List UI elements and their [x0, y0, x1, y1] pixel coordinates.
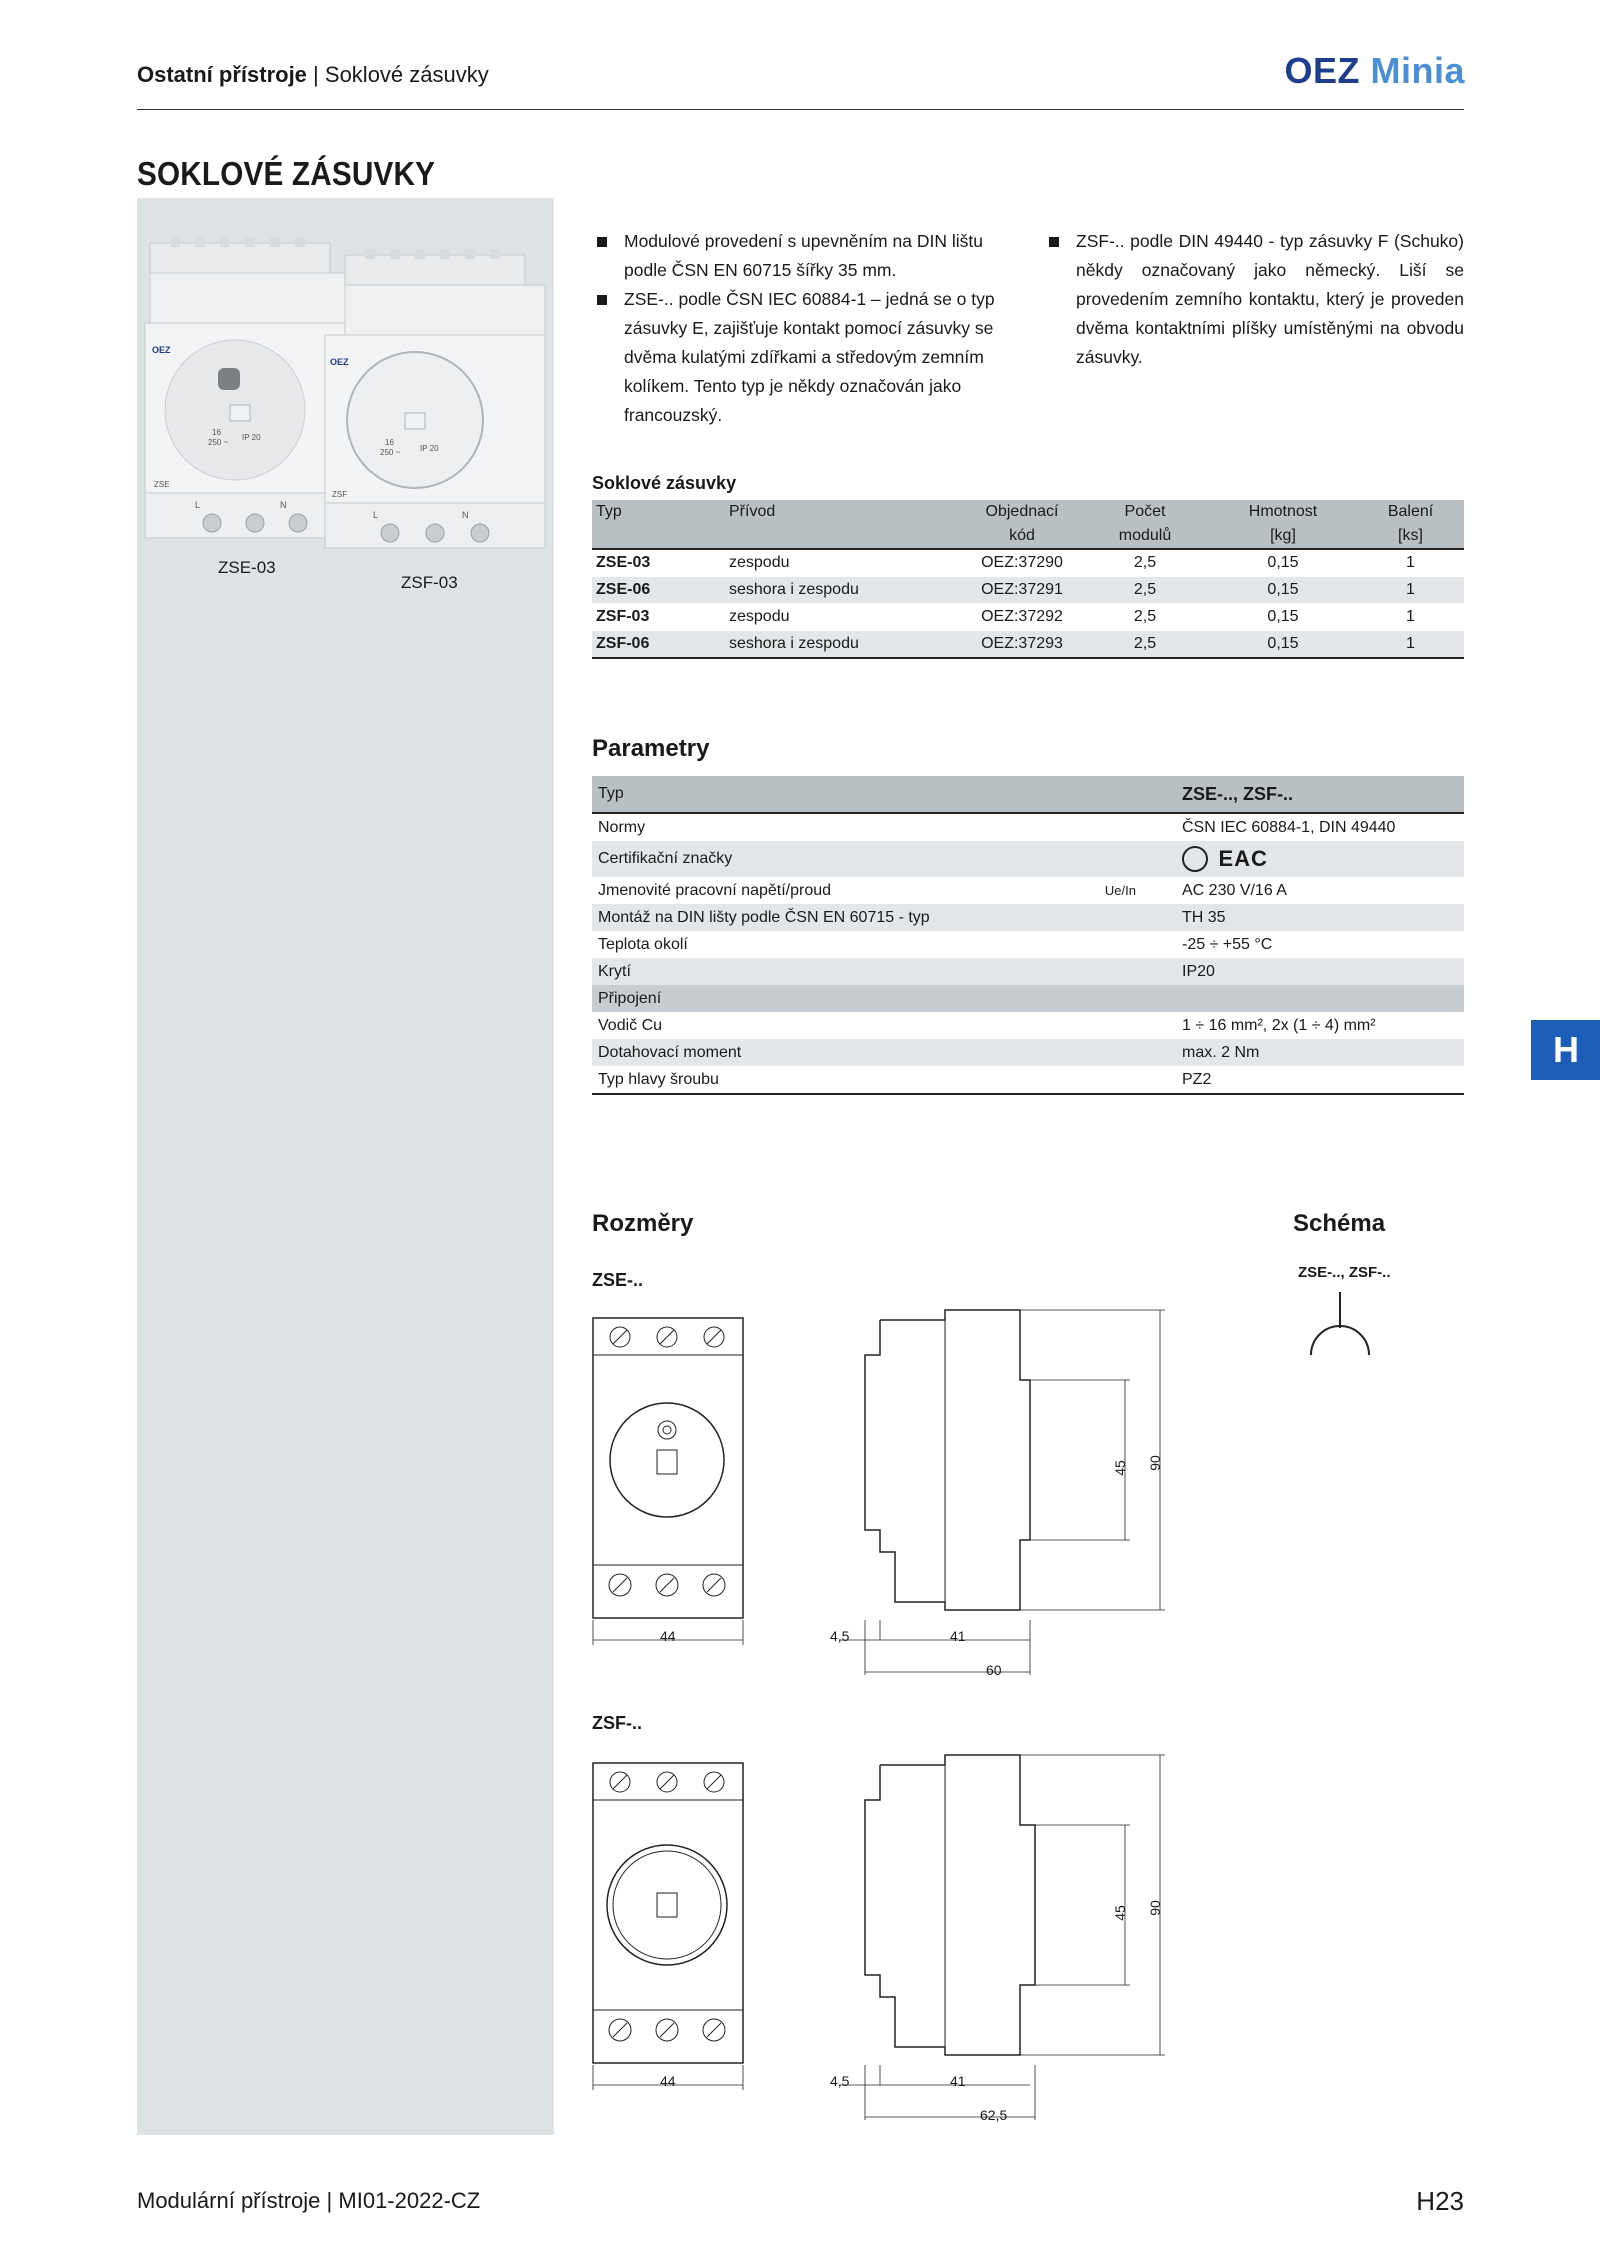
param-value: IP20	[1176, 958, 1464, 985]
page-title: SOKLOVÉ ZÁSUVKY	[137, 155, 436, 192]
zse-ip-text: IP 20	[242, 433, 261, 442]
table-row	[592, 931, 1464, 958]
zse-type-text: ZSE	[154, 480, 170, 489]
header-divider	[137, 109, 1464, 110]
col-header: Typ	[592, 500, 725, 524]
cell-type: ZSE-06	[592, 577, 725, 604]
param-label: Normy	[598, 818, 646, 836]
param-value: TH 35	[1176, 904, 1464, 931]
cell-weight: 0,15	[1209, 604, 1357, 631]
table-row	[592, 904, 1464, 931]
zsf-front-drawing	[585, 1745, 755, 2105]
cell-code: OEZ:37293	[963, 631, 1081, 659]
zsf-type-text: ZSF	[332, 490, 348, 499]
socket-schema-symbol	[1305, 1290, 1375, 1360]
param-value: AC 230 V/16 A	[1182, 881, 1287, 899]
cell-weight: 0,15	[1209, 631, 1357, 659]
param-label: Jmenovité pracovní napětí/proud	[598, 881, 832, 899]
param-label: Certifikační značky	[592, 841, 1024, 877]
eac-mark-icon: EAC	[1218, 846, 1268, 871]
zse-offset-dim: 4,5	[830, 1628, 850, 1644]
col-header: Objednací	[963, 500, 1081, 524]
section-tab-h[interactable]: H	[1531, 1020, 1600, 1080]
cell-code: OEZ:37291	[963, 577, 1081, 604]
bullet-item: ZSF-.. podle DIN 49440 - typ zásuvky F (Schuko) někdy označovaný jako německý. Liší se provedením zemního kontaktu, který je proveden dvěma kontaktními plíšky umístěnými na obvodu zásuvky.	[1046, 227, 1464, 372]
rozmery-title: Rozměry	[592, 1210, 694, 1237]
bullet-item: ZSE-.. podle ČSN IEC 60884-1 – jedná se o typ zásuvky E, zajišťuje kontakt pomocí zásuvky se dvěma kulatými zdířkami a středovým zemním kolíkem. Tento typ je někdy označován jako francouzský.	[594, 285, 1014, 430]
photo-label-zse: ZSE-03	[218, 558, 276, 577]
parametry-title: Parametry	[592, 735, 710, 762]
cert-marks	[1176, 841, 1464, 877]
param-symbol	[1024, 813, 1176, 841]
photo-label-zsf: ZSF-03	[401, 573, 458, 592]
zse-dims-label: ZSE-..	[592, 1270, 644, 1290]
param-label: Připojení	[592, 985, 1024, 1012]
zse-brand-text: OEZ	[152, 345, 171, 355]
zse-total-dim: 60	[986, 1662, 1002, 1678]
cell-type: ZSF-03	[592, 604, 725, 631]
footer-catalog: Modulární přístroje	[137, 2188, 321, 2213]
zse-n-text: N	[280, 500, 287, 510]
param-value: PZ2	[1176, 1066, 1464, 1094]
table-row	[592, 577, 1464, 604]
cell-package: 1	[1357, 604, 1464, 631]
logo-brand: OEZ	[1284, 50, 1360, 91]
col-header: Balení	[1357, 500, 1464, 524]
schema-label: ZSE-.., ZSF-..	[1298, 1264, 1391, 1281]
table-section-row	[592, 985, 1464, 1012]
cell-modules: 2,5	[1081, 631, 1209, 659]
table-row	[592, 813, 1464, 841]
cell-weight: 0,15	[1209, 577, 1357, 604]
cell-modules: 2,5	[1081, 604, 1209, 631]
zsf-dims-label: ZSF-..	[592, 1713, 642, 1733]
param-value: ČSN IEC 60884-1, DIN 49440	[1182, 818, 1396, 836]
param-value: max. 2 Nm	[1176, 1039, 1464, 1066]
cell-type: ZSE-03	[592, 549, 725, 577]
oez-minia-logo	[1284, 50, 1465, 92]
cell-supply: zespodu	[725, 604, 963, 631]
cell-weight: 0,15	[1209, 549, 1357, 577]
zsf-total-dim: 62,5	[980, 2107, 1008, 2123]
param-label: Typ hlavy šroubu	[592, 1066, 1024, 1094]
zse-rating-text: 16	[212, 428, 221, 437]
param-value: 1 ÷ 16 mm², 2x (1 ÷ 4) mm²	[1182, 1016, 1376, 1034]
zse-l-text: L	[195, 500, 201, 510]
table-row	[592, 549, 1464, 577]
parameters-table	[592, 776, 1464, 1095]
zsf-h1-dim: 45	[1111, 1905, 1128, 1921]
parameters-header-row	[592, 776, 1464, 813]
table-row	[592, 958, 1464, 985]
zsf-ip-text: IP 20	[420, 444, 439, 453]
param-label: Montáž na DIN lišty podle ČSN EN 60715 - typ	[592, 904, 1024, 931]
param-label: Typ	[592, 776, 1024, 813]
footer-separator: |	[326, 2188, 333, 2213]
zsf-l-text: L	[373, 510, 379, 520]
table-row	[592, 1066, 1464, 1094]
footer-left	[137, 2188, 480, 2214]
zse-front-drawing	[585, 1300, 755, 1660]
col-header	[725, 524, 963, 549]
zse-side-drawing	[820, 1300, 1170, 1700]
cell-modules: 2,5	[1081, 577, 1209, 604]
col-header: [kg]	[1209, 524, 1357, 549]
cell-type: ZSF-06	[592, 631, 725, 659]
col-header: Přívod	[725, 500, 963, 524]
zsf-offset-dim: 4,5	[830, 2073, 850, 2089]
param-label: Dotahovací moment	[592, 1039, 1024, 1066]
zsf-brand-text: OEZ	[330, 357, 349, 367]
zsf-h2-dim: 90	[1146, 1900, 1163, 1916]
zse-device-image	[145, 237, 350, 538]
table-row	[592, 877, 1464, 904]
table-row	[592, 1039, 1464, 1066]
header-separator: |	[313, 62, 319, 87]
product-photo	[140, 225, 550, 555]
header-subsection: Soklové zásuvky	[324, 62, 489, 87]
bullet-list-right	[1046, 227, 1464, 372]
zsf-voltage-text: 250 ~	[380, 448, 401, 457]
param-symbol: Ue/In	[1104, 883, 1136, 898]
cell-code: OEZ:37292	[963, 604, 1081, 631]
zsf-side-drawing	[820, 1745, 1170, 2145]
cell-modules: 2,5	[1081, 549, 1209, 577]
col-header: [ks]	[1357, 524, 1464, 549]
schema-title: Schéma	[1293, 1210, 1386, 1237]
cell-supply: seshora i zespodu	[725, 577, 963, 604]
header-section: Ostatní přístroje	[137, 62, 307, 87]
cell-package: 1	[1357, 577, 1464, 604]
cell-supply: seshora i zespodu	[725, 631, 963, 659]
param-value: -25 ÷ +55 °C	[1182, 935, 1273, 953]
product-table	[592, 500, 1464, 659]
table-row	[592, 604, 1464, 631]
zse-depth-dim: 41	[950, 1628, 966, 1644]
footer-code: MI01-2022-CZ	[338, 2188, 481, 2213]
zse-h1-dim: 45	[1111, 1460, 1128, 1476]
param-label: Krytí	[592, 958, 1024, 985]
zsf-n-text: N	[462, 510, 469, 520]
cell-code: OEZ:37290	[963, 549, 1081, 577]
header-breadcrumb	[137, 62, 489, 88]
bullet-item: Modulové provedení s upevněním na DIN lištu podle ČSN EN 60715 šířky 35 mm.	[594, 227, 1014, 285]
zsf-depth-dim: 41	[950, 2073, 966, 2089]
zse-voltage-text: 250 ~	[208, 438, 229, 447]
cell-package: 1	[1357, 549, 1464, 577]
bullet-list-left	[594, 227, 1014, 430]
cell-supply: zespodu	[725, 549, 963, 577]
zsf-rating-text: 16	[385, 438, 394, 447]
param-label: Teplota okolí	[598, 935, 688, 953]
zsf-width-dim: 44	[660, 2073, 676, 2089]
col-header: kód	[963, 524, 1081, 549]
col-header	[592, 524, 725, 549]
cell-package: 1	[1357, 631, 1464, 659]
param-value: ZSE-.., ZSF-..	[1176, 776, 1464, 813]
col-header: Hmotnost	[1209, 500, 1357, 524]
page-number: H23	[1416, 2186, 1464, 2216]
logo-product: Minia	[1370, 50, 1465, 91]
zse-width-dim: 44	[660, 1628, 676, 1644]
table1-title: Soklové zásuvky	[592, 473, 737, 493]
col-header: modulů	[1081, 524, 1209, 549]
cert-circle-icon	[1182, 846, 1208, 872]
table-row	[592, 631, 1464, 659]
zse-h2-dim: 90	[1146, 1455, 1163, 1471]
param-label: Vodič Cu	[598, 1016, 663, 1034]
col-header: Počet	[1081, 500, 1209, 524]
table-row	[592, 1012, 1464, 1039]
table-row	[592, 841, 1464, 877]
zsf-device-image	[325, 249, 545, 548]
